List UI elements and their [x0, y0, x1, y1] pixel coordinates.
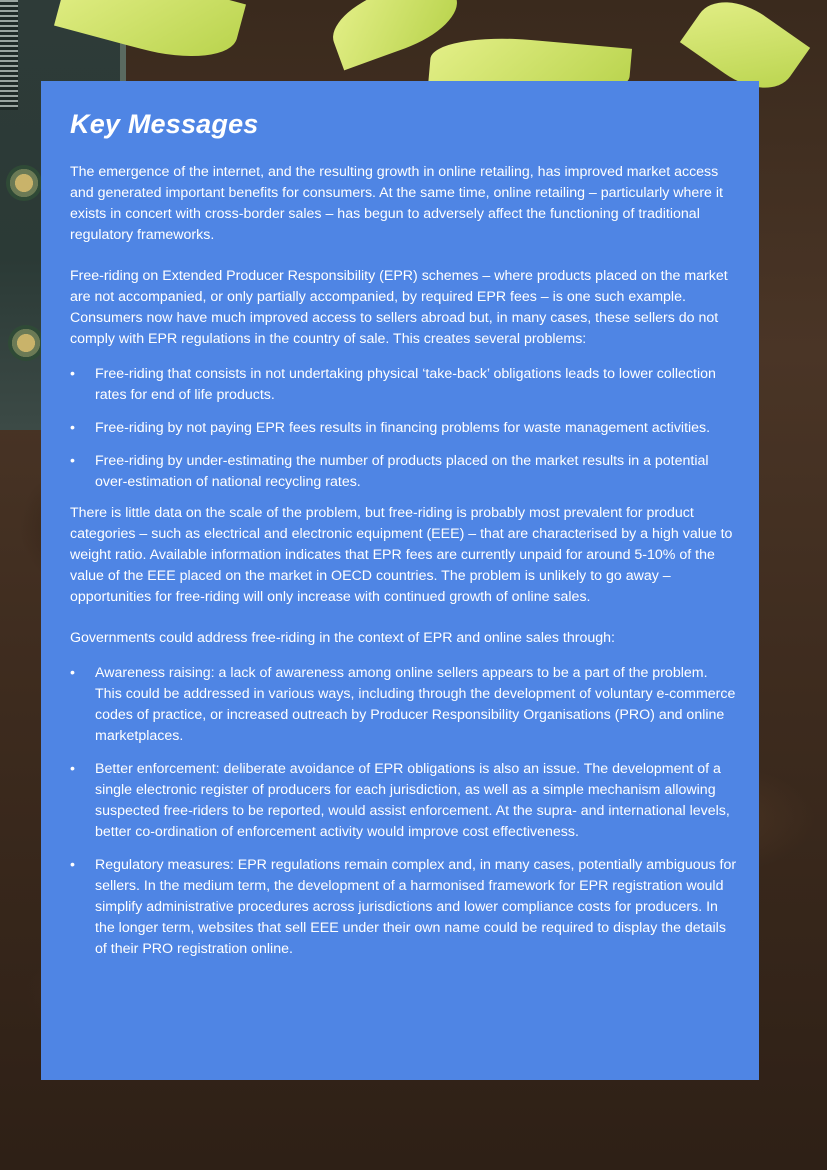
- chip-pins: [0, 0, 18, 110]
- bullet-icon: •: [70, 453, 75, 469]
- list-item: • Better enforcement: deliberate avoidance of EPR obligations is also an issue. The development of a single electronic register of producers for each jurisdiction, as well as a simple mechanism allowing suspected free-riders to be reported, would assist enforcement. At the supra- and international levels, better co-ordination of enforcement activity would improve cost effectiveness.: [70, 761, 730, 840]
- list-item: • Awareness raising: a lack of awareness among online sellers appears to be a part of the problem. This could be addressed in various ways, including through the development of voluntary e-commerce codes of practice, or increased outreach by Producer Responsibility Organisations (PRO) and online marketplaces.: [70, 665, 736, 744]
- bullet-icon: •: [70, 366, 75, 382]
- screw-icon: [6, 165, 42, 201]
- scale-paragraph: There is little data on the scale of the problem, but free-riding is probably most prevalent for product categories – such as electrical and electronic equipment (EEE) – that are characterised by a high value to weight ratio. Available information indicates that EPR fees are currently unpaid for around 5-10% of the value of the EEE placed on the market in OECD countries. The problem is unlikely to go away – opportunities for free-riding will only increase with continued growth of online sales.: [70, 505, 733, 605]
- bullet-icon: •: [70, 665, 75, 681]
- bullet-icon: •: [70, 761, 75, 777]
- governments-paragraph: Governments could address free-riding in the context of EPR and online sales through:: [70, 630, 615, 646]
- list-item: • Free-riding by under-estimating the number of products placed on the market results in a potential over-estimation of national recycling rates.: [70, 453, 709, 490]
- problems-list: [70, 364, 737, 493]
- measures-list: [70, 663, 737, 960]
- intro-paragraph: The emergence of the internet, and the resulting growth in online retailing, has improved market access and generated important benefits for consumers. At the same time, online retailing – particularly where it exists in concert with cross-border sales – has begun to adversely affect the functioning of traditional regulatory frameworks.: [70, 164, 723, 243]
- list-item: • Regulatory measures: EPR regulations remain complex and, in many cases, potentially ambiguous for sellers. In the medium term, the development of a harmonised framework for EPR registration would simplify administrative procedures across jurisdictions and lower compliance costs for producers. In the longer term, websites that sell EEE under their own name could be required to display the details of their PRO registration online.: [70, 857, 737, 957]
- key-messages-panel: [41, 81, 759, 1080]
- bullet-icon: •: [70, 857, 75, 873]
- list-item: • Free-riding by not paying EPR fees results in financing problems for waste management activities.: [70, 418, 737, 439]
- free-riding-paragraph: Free-riding on Extended Producer Responsibility (EPR) schemes – where products placed on the market are not accompanied, or only partially accompanied, by required EPR fees – is one such example. Consumers now have much improved access to sellers abroad but, in many cases, these sellers do not comply with EPR regulations in the country of sale. This creates several problems:: [70, 268, 728, 347]
- bullet-icon: •: [70, 420, 75, 436]
- page-title: Key Messages: [70, 109, 259, 139]
- screw-icon: [8, 325, 44, 361]
- list-item: • Free-riding that consists in not undertaking physical ‘take-back’ obligations leads to lower collection rates for end of life products.: [70, 366, 716, 403]
